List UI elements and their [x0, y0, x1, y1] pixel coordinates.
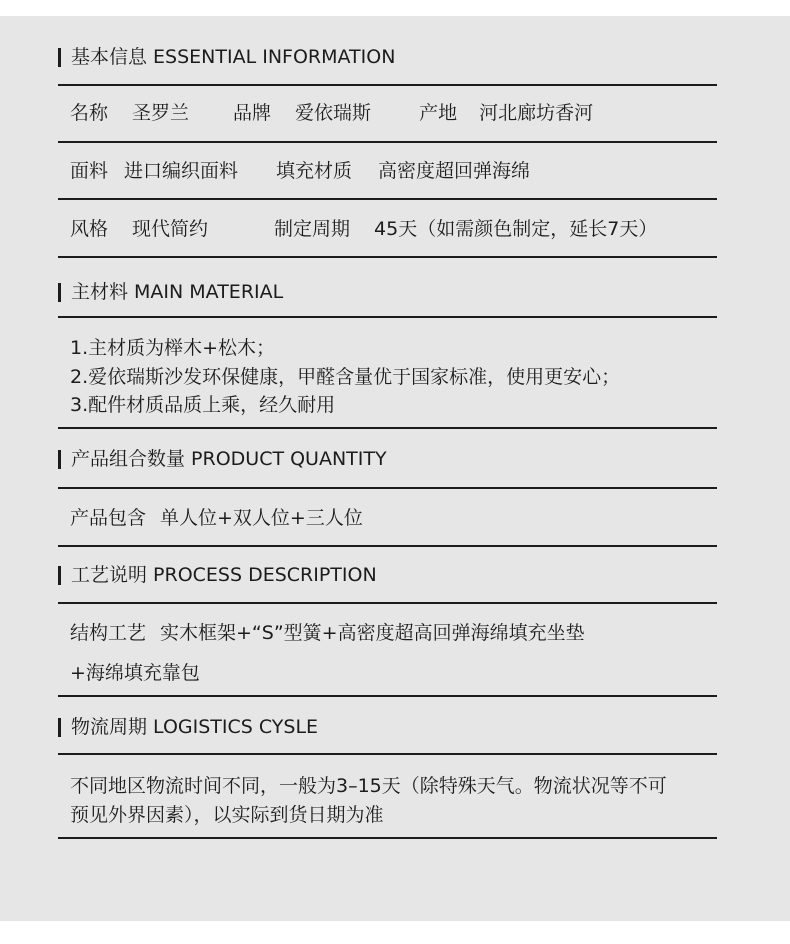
logistics-text — [58, 772, 729, 829]
period-value: 45天（如需颜色制定，延长7天） — [374, 218, 658, 240]
divider — [58, 256, 717, 258]
material-item: 2.爱依瑞斯沙发环保健康，甲醛含量优于国家标准，使用更安心； — [70, 365, 621, 388]
name-value: 圣罗兰 — [132, 102, 190, 124]
divider — [58, 84, 717, 86]
process-line-1: 实木框架+“S”型簧+高密度超高回弹海绵填充坐垫 — [160, 622, 585, 644]
product-info-panel — [0, 16, 790, 921]
divider — [58, 316, 717, 318]
divider — [58, 427, 717, 429]
origin-label: 产地 — [419, 102, 458, 124]
filling-value: 高密度超回弹海绵 — [378, 160, 531, 182]
quantity-row — [58, 505, 729, 531]
name-label: 名称 — [70, 102, 109, 124]
logistics-line-1: 不同地区物流时间不同，一般为3–15天（除特殊天气。物流状况等不可 — [70, 775, 667, 797]
section-heading-process: 工艺说明 PROCESS DESCRIPTION — [58, 562, 730, 588]
material-list — [58, 334, 729, 420]
divider — [58, 487, 717, 489]
divider — [58, 695, 717, 697]
logistics-line-2: 预见外界因素），以实际到货日期为准 — [70, 803, 384, 826]
divider — [58, 837, 717, 839]
material-item: 1.主材质为榉木+松木； — [70, 337, 276, 359]
divider — [58, 545, 717, 547]
origin-value: 河北廊坊香河 — [479, 102, 594, 124]
basic-row-3 — [58, 216, 729, 242]
process-text — [58, 618, 729, 688]
brand-label: 品牌 — [233, 102, 272, 124]
brand-value: 爱依瑞斯 — [295, 102, 372, 124]
quantity-value: 单人位+双人位+三人位 — [160, 507, 363, 529]
process-label: 结构工艺 — [70, 622, 147, 644]
section-heading-quantity: 产品组合数量 PRODUCT QUANTITY — [58, 446, 730, 472]
divider — [58, 602, 717, 604]
divider — [58, 198, 717, 200]
fabric-label: 面料 — [70, 160, 109, 182]
filling-label: 填充材质 — [276, 160, 353, 182]
period-label: 制定周期 — [274, 218, 351, 240]
section-heading-basic: 基本信息 ESSENTIAL INFORMATION — [58, 44, 730, 70]
fabric-value: 进口编织面料 — [124, 160, 239, 182]
style-value: 现代简约 — [132, 218, 209, 240]
style-label: 风格 — [70, 218, 109, 240]
section-heading-material: 主材料 MAIN MATERIAL — [58, 279, 730, 305]
divider — [58, 141, 717, 143]
divider — [58, 753, 717, 755]
process-line-2: +海绵填充靠包 — [70, 662, 200, 684]
basic-row-2 — [58, 158, 729, 184]
basic-row-1 — [58, 100, 729, 126]
section-heading-logistics: 物流周期 LOGISTICS CYSLE — [58, 714, 730, 740]
quantity-label: 产品包含 — [70, 507, 147, 529]
material-item: 3.配件材质品质上乘，经久耐用 — [70, 394, 336, 416]
